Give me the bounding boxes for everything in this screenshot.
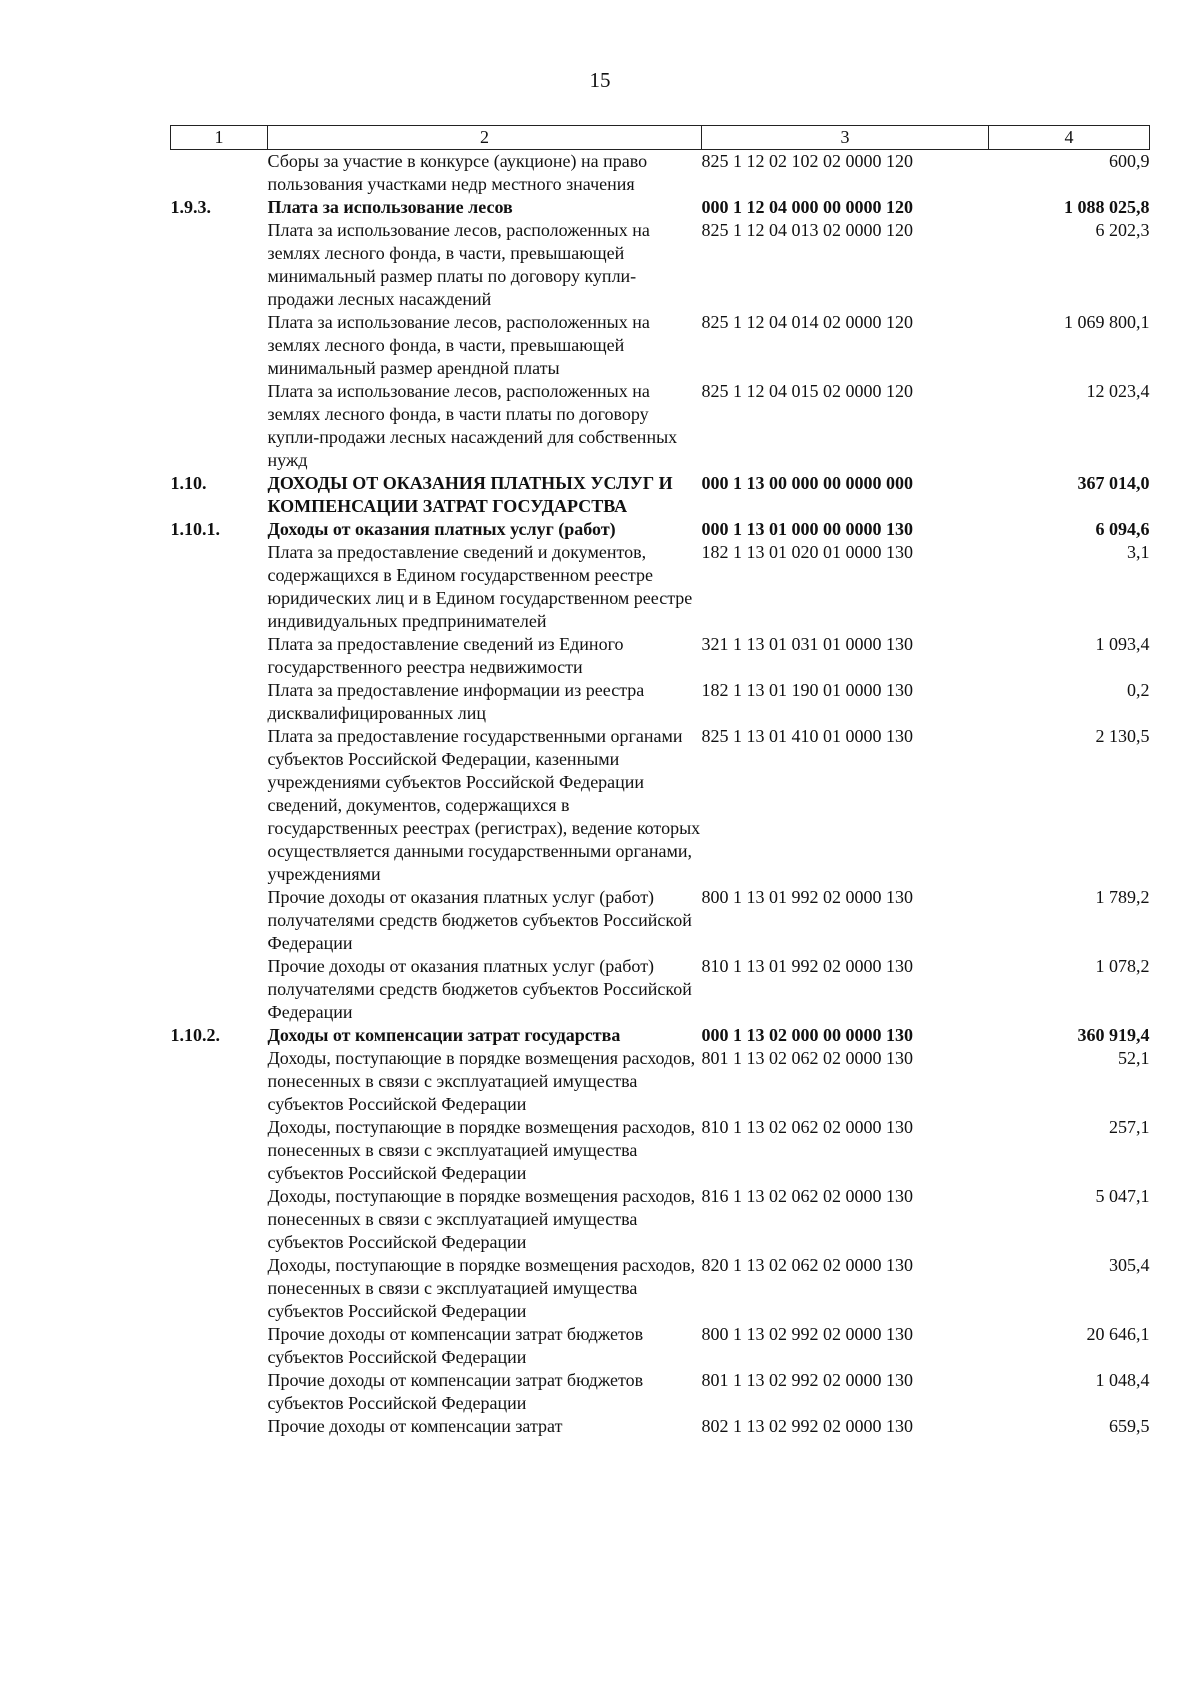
row-name: Прочие доходы от компенсации затрат бюджетов субъектов Российской Федерации xyxy=(267,1370,644,1413)
row-number xyxy=(171,380,268,472)
row-name: ДОХОДЫ ОТ ОКАЗАНИЯ ПЛАТНЫХ УСЛУГ И КОМПЕНСАЦИИ ЗАТРАТ ГОСУДАРСТВА xyxy=(267,473,673,516)
row-code: 810 1 13 01 992 02 0000 130 xyxy=(701,956,913,976)
row-name: Доходы от компенсации затрат государства xyxy=(267,1025,621,1045)
row-amount: 367 014,0 xyxy=(1077,473,1150,493)
row-code: 810 1 13 02 062 02 0000 130 xyxy=(701,1117,913,1137)
table-row xyxy=(171,1369,1150,1415)
row-name: Доходы, поступающие в порядке возмещения расходов, понесенных в связи с эксплуатацией имущества субъектов Российской Федерации xyxy=(267,1186,696,1252)
row-code: 000 1 13 01 000 00 0000 130 xyxy=(701,519,913,539)
row-code: 182 1 13 01 020 01 0000 130 xyxy=(701,542,913,562)
table-row xyxy=(171,1024,1150,1047)
row-amount: 2 130,5 xyxy=(1095,726,1150,746)
row-amount: 659,5 xyxy=(1109,1416,1150,1436)
row-number xyxy=(171,886,268,955)
header-row xyxy=(171,126,1150,150)
row-name: Плата за предоставление сведений из Единого государственного реестра недвижимости xyxy=(267,634,624,677)
row-code: 825 1 12 04 013 02 0000 120 xyxy=(701,220,913,240)
page-number: 15 xyxy=(589,68,611,92)
row-number xyxy=(171,1047,268,1116)
column-header-3: 3 xyxy=(702,126,989,150)
table-row xyxy=(171,955,1150,1024)
row-number xyxy=(171,541,268,633)
row-amount: 6 202,3 xyxy=(1095,220,1150,240)
table-row xyxy=(171,633,1150,679)
row-name: Доходы, поступающие в порядке возмещения расходов, понесенных в связи с эксплуатацией имущества субъектов Российской Федерации xyxy=(267,1048,696,1114)
row-number: 1.10.2. xyxy=(170,1025,220,1045)
table-row xyxy=(171,311,1150,380)
table-row xyxy=(171,518,1150,541)
row-amount: 20 646,1 xyxy=(1086,1324,1150,1344)
table-row xyxy=(171,1254,1150,1323)
row-amount: 1 048,4 xyxy=(1095,1370,1150,1390)
row-number xyxy=(171,150,268,197)
row-name: Плата за использование лесов, расположенных на землях лесного фонда, в части платы по договору купли-продажи лесных насаждений для собственных нужд xyxy=(267,381,678,470)
row-code: 802 1 13 02 992 02 0000 130 xyxy=(701,1416,913,1436)
row-code: 825 1 13 01 410 01 0000 130 xyxy=(701,726,913,746)
row-code: 820 1 13 02 062 02 0000 130 xyxy=(701,1255,913,1275)
table-row xyxy=(171,1415,1150,1438)
table-header xyxy=(171,126,1150,150)
column-header-1: 1 xyxy=(171,126,268,150)
row-number xyxy=(171,725,268,886)
column-header-2: 2 xyxy=(268,126,702,150)
row-amount: 12 023,4 xyxy=(1086,381,1150,401)
row-code: 000 1 12 04 000 00 0000 120 xyxy=(701,197,913,217)
row-number xyxy=(171,1369,268,1415)
row-code: 182 1 13 01 190 01 0000 130 xyxy=(701,680,913,700)
row-name: Доходы, поступающие в порядке возмещения расходов, понесенных в связи с эксплуатацией имущества субъектов Российской Федерации xyxy=(267,1255,696,1321)
row-number xyxy=(171,1116,268,1185)
row-code: 816 1 13 02 062 02 0000 130 xyxy=(701,1186,913,1206)
row-number: 1.10.1. xyxy=(170,519,220,539)
table-body xyxy=(171,150,1150,1439)
table-row xyxy=(171,1116,1150,1185)
row-name: Плата за использование лесов, расположенных на землях лесного фонда, в части, превышающей минимальный размер платы по договору купли-продажи лесных насаждений xyxy=(267,220,650,309)
row-amount: 6 094,6 xyxy=(1095,519,1150,539)
row-number xyxy=(171,219,268,311)
table-row xyxy=(171,219,1150,311)
table-row xyxy=(171,1047,1150,1116)
row-number xyxy=(171,1415,268,1438)
row-number xyxy=(171,1323,268,1369)
row-amount: 360 919,4 xyxy=(1077,1025,1150,1045)
row-name: Доходы от оказания платных услуг (работ) xyxy=(267,519,616,539)
row-code: 825 1 12 04 015 02 0000 120 xyxy=(701,381,913,401)
column-header-4: 4 xyxy=(989,126,1150,150)
table-row xyxy=(171,679,1150,725)
row-amount: 1 789,2 xyxy=(1095,887,1150,907)
table-row xyxy=(171,725,1150,886)
row-code: 825 1 12 02 102 02 0000 120 xyxy=(701,151,913,171)
row-amount: 1 093,4 xyxy=(1095,634,1150,654)
row-amount: 1 069 800,1 xyxy=(1064,312,1150,332)
row-number: 1.9.3. xyxy=(170,197,211,217)
table-row xyxy=(171,1323,1150,1369)
row-name: Сборы за участие в конкурсе (аукционе) на право пользования участками недр местного значения xyxy=(267,151,648,194)
row-code: 800 1 13 01 992 02 0000 130 xyxy=(701,887,913,907)
row-code: 800 1 13 02 992 02 0000 130 xyxy=(701,1324,913,1344)
row-name: Прочие доходы от компенсации затрат xyxy=(267,1416,563,1436)
row-amount: 5 047,1 xyxy=(1095,1186,1150,1206)
row-number xyxy=(171,633,268,679)
row-number xyxy=(171,955,268,1024)
revenue-table xyxy=(170,125,1150,1438)
row-amount: 257,1 xyxy=(1109,1117,1150,1137)
table-row xyxy=(171,541,1150,633)
row-name: Плата за использование лесов xyxy=(267,197,513,217)
table-row xyxy=(171,196,1150,219)
row-name: Плата за предоставление государственными органами субъектов Российской Федерации, казенными учреждениями субъектов Российской Федерации сведений, документов, содержащихся в государственных реестрах (регистрах), ведение которых осуществляется данными государственными органами, учреждениями xyxy=(267,726,701,884)
row-number xyxy=(171,679,268,725)
row-number: 1.10. xyxy=(170,473,207,493)
table-row xyxy=(171,150,1150,197)
table-row xyxy=(171,1185,1150,1254)
row-code: 801 1 13 02 062 02 0000 130 xyxy=(701,1048,913,1068)
row-amount: 305,4 xyxy=(1109,1255,1150,1275)
table-row xyxy=(171,886,1150,955)
row-name: Плата за предоставление сведений и документов, содержащихся в Едином государственном реестре юридических лиц и в Едином государственном реестре индивидуальных предпринимателей xyxy=(267,542,693,631)
row-code: 321 1 13 01 031 01 0000 130 xyxy=(701,634,913,654)
table-row xyxy=(171,380,1150,472)
row-code: 000 1 13 02 000 00 0000 130 xyxy=(701,1025,913,1045)
table-row xyxy=(171,472,1150,518)
row-name: Доходы, поступающие в порядке возмещения расходов, понесенных в связи с эксплуатацией имущества субъектов Российской Федерации xyxy=(267,1117,696,1183)
row-name: Прочие доходы от оказания платных услуг (работ) получателями средств бюджетов субъектов Российской Федерации xyxy=(267,887,692,953)
row-name: Плата за предоставление информации из реестра дисквалифицированных лиц xyxy=(267,680,645,723)
row-name: Прочие доходы от оказания платных услуг (работ) получателями средств бюджетов субъектов Российской Федерации xyxy=(267,956,692,1022)
row-amount: 0,2 xyxy=(1127,680,1150,700)
row-code: 801 1 13 02 992 02 0000 130 xyxy=(701,1370,913,1390)
row-code: 000 1 13 00 000 00 0000 000 xyxy=(701,473,913,493)
row-amount: 1 088 025,8 xyxy=(1064,197,1150,217)
row-number xyxy=(171,311,268,380)
row-number xyxy=(171,1185,268,1254)
row-code: 825 1 12 04 014 02 0000 120 xyxy=(701,312,913,332)
row-amount: 52,1 xyxy=(1118,1048,1150,1068)
row-name: Плата за использование лесов, расположенных на землях лесного фонда, в части, превышающей минимальный размер арендной платы xyxy=(267,312,650,378)
row-amount: 1 078,2 xyxy=(1095,956,1150,976)
row-amount: 600,9 xyxy=(1109,151,1150,171)
row-name: Прочие доходы от компенсации затрат бюджетов субъектов Российской Федерации xyxy=(267,1324,644,1367)
row-number xyxy=(171,1254,268,1323)
row-amount: 3,1 xyxy=(1127,542,1150,562)
